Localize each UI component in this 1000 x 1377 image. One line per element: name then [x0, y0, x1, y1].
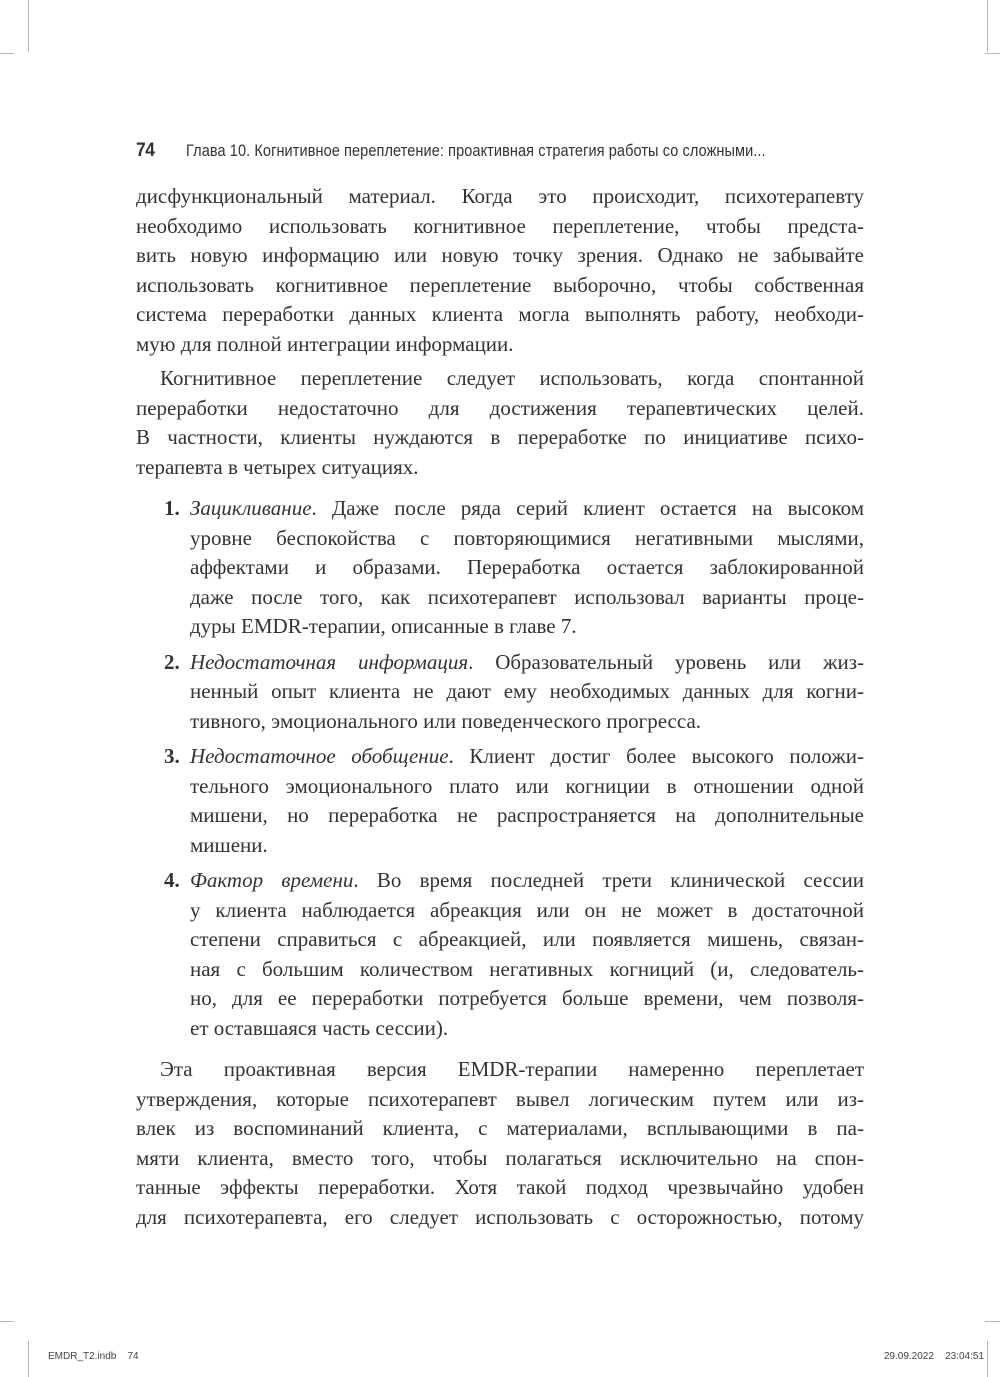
- text-line: даже после того, как психотерапевт использовал варианты проце-: [190, 584, 864, 609]
- list-term: Недостаточное обобщение: [190, 744, 449, 768]
- text-line: для психотерапевта, его следует использовать с осторожностью, потому: [136, 1204, 864, 1229]
- text-line: [190, 866, 864, 896]
- text-line: использовать когнитивное переплетение выборочно, чтобы собственная: [136, 272, 864, 297]
- text-line: [190, 742, 864, 772]
- text-line: мяти клиента, вместо того, чтобы полагаться исключительно на спон-: [136, 1145, 864, 1170]
- list-term: Зацикливание: [190, 496, 312, 520]
- page-body: [136, 182, 864, 1237]
- text-line: дуры EMDR-терапии, описанные в главе 7.: [190, 614, 577, 638]
- text-line: необходимо использовать когнитивное переплетение, чтобы предста-: [136, 213, 864, 238]
- list-text: . Клиент достиг более высокого положи-: [448, 744, 865, 768]
- slug-file: [48, 1351, 139, 1362]
- text-line: [190, 648, 864, 678]
- slug-page: 74: [127, 1351, 139, 1362]
- text-line: мишени.: [190, 832, 268, 857]
- text-line: тельного эмоционального плато или когниции в отношении одной: [190, 773, 864, 798]
- list-text: . Во время последней трети клинической сессии: [353, 868, 864, 892]
- list-item-2: [136, 648, 864, 737]
- text-line: дисфункциональный материал. Когда это происходит, психотерапевту: [136, 184, 864, 208]
- crop-mark-left-top: [0, 53, 14, 54]
- text-line: вить новую информацию или новую точку зрения. Однако не забывайте: [136, 243, 864, 267]
- slug-timestamp: [884, 1351, 984, 1362]
- text-line: мую для полной интеграции информации.: [136, 331, 514, 356]
- text-line: терапевта в четырех ситуациях.: [136, 454, 419, 479]
- text-line: мишени, но переработка не распространяется на дополнительные: [190, 803, 864, 827]
- slug-time: 23:04:51: [945, 1351, 984, 1362]
- text-line: танные эффекты переработки. Хотя такой подход чрезвычайно удобен: [136, 1175, 864, 1199]
- text-line: Когнитивное переплетение следует использовать, когда спонтанной: [160, 366, 864, 390]
- crop-mark-top-left: [28, 0, 29, 52]
- list-item-3: [136, 742, 864, 860]
- text-line: ная с большим количеством негативных когниций (и, следователь-: [190, 956, 864, 981]
- text-line: [190, 494, 864, 524]
- crop-mark-right-bottom: [985, 1321, 1000, 1322]
- list-number: 2.: [164, 649, 180, 674]
- text-line: аффектами и образами. Переработка остается заблокированной: [190, 555, 864, 579]
- running-title: Глава 10. Когнитивное переплетение: проактивная стратегия работы со сложными...: [186, 142, 766, 160]
- text-line: ет оставшаяся часть сессии).: [190, 1015, 449, 1040]
- text-line: влек из воспоминаний клиента, с материалами, всплывающими в па-: [136, 1116, 864, 1140]
- text-line: переработки недостаточно для достижения терапевтических целей.: [136, 395, 864, 420]
- crop-mark-bottom-left: [28, 1341, 29, 1377]
- paragraph-intro-list: [136, 364, 864, 482]
- text-line: ненный опыт клиента не дают ему необходимых данных для когни-: [190, 679, 864, 703]
- paragraph-continuation: [136, 182, 864, 359]
- text-line: степени справиться с абреакцией, или появляется мишень, связан-: [190, 927, 864, 951]
- running-header: [136, 138, 866, 168]
- crop-mark-top-right: [987, 0, 988, 52]
- text-line: утверждения, которые психотерапевт вывел логическим путем или из-: [136, 1086, 864, 1111]
- list-number: 3.: [164, 744, 180, 768]
- text-line: Эта проактивная версия EMDR-терапии намеренно переплетает: [160, 1057, 864, 1081]
- text-line: тивного, эмоционального или поведенческого прогресса.: [190, 708, 702, 733]
- list-term: Фактор времени: [190, 868, 354, 892]
- list-term: Недостаточная информация: [190, 649, 469, 674]
- slug-filename: EMDR_T2.indb: [48, 1351, 117, 1362]
- text-line: но, для ее переработки потребуется больше времени, чем позволя-: [190, 986, 864, 1010]
- paragraph-proactive-version: [136, 1055, 864, 1232]
- numbered-list: [136, 494, 864, 1043]
- list-text: . Образовательный уровень или жиз-: [468, 649, 864, 674]
- text-line: у клиента наблюдается абреакция или он не может в достаточной: [190, 897, 864, 922]
- list-item-1: [136, 494, 864, 642]
- crop-mark-bottom-right: [987, 1341, 988, 1377]
- crop-mark-right-top: [985, 53, 1000, 54]
- slug-date: 29.09.2022: [883, 1351, 934, 1362]
- list-text: . Даже после ряда серий клиент остается на высоком: [311, 496, 864, 520]
- page-number: 74: [136, 140, 155, 161]
- text-line: В частности, клиенты нуждаются в переработке по инициативе психо-: [136, 425, 864, 449]
- list-number: 1.: [164, 496, 180, 520]
- list-number: 4.: [164, 868, 180, 892]
- crop-mark-left-bottom: [0, 1321, 14, 1322]
- text-line: система переработки данных клиента могла выполнять работу, необходи-: [136, 302, 864, 326]
- list-item-4: [136, 866, 864, 1043]
- text-line: уровне беспокойства с повторяющимися негативными мыслями,: [190, 525, 864, 550]
